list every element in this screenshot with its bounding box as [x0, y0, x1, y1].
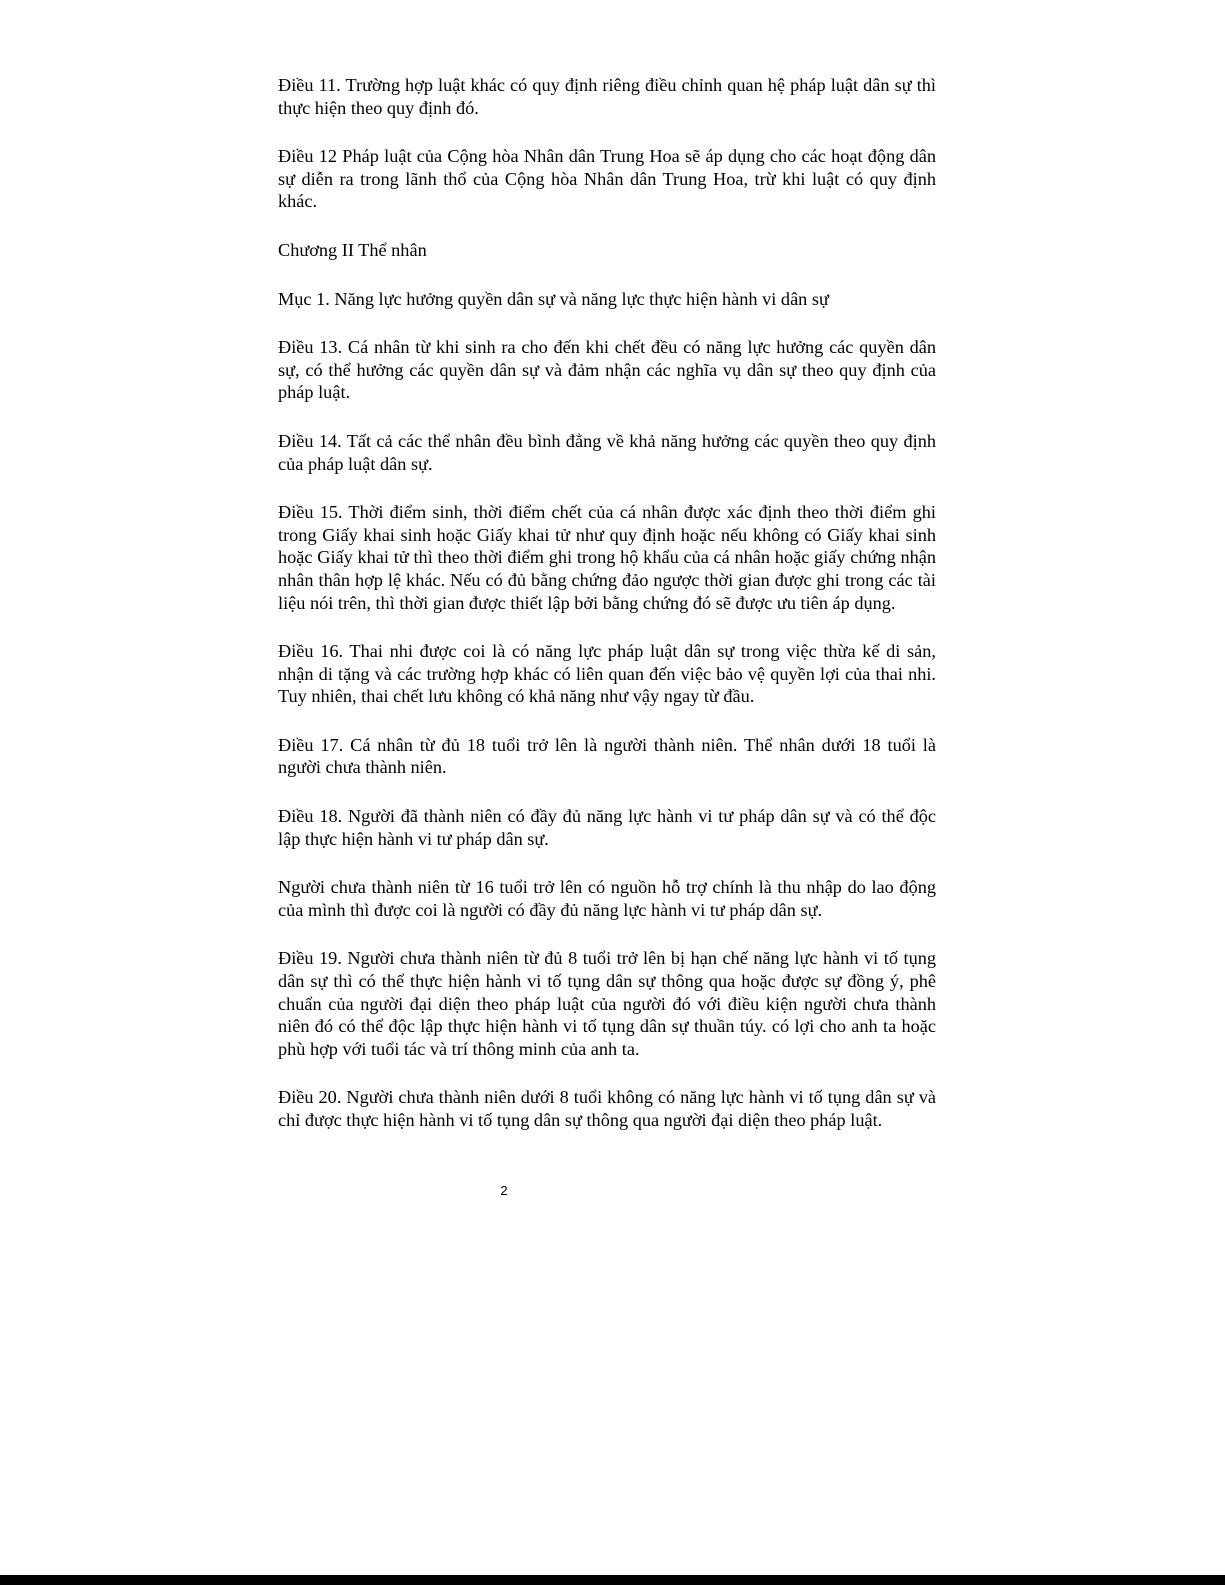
article-17: Điều 17. Cá nhân từ đủ 18 tuổi trở lên là người thành niên. Thể nhân dưới 18 tuổi là người chưa thành niên.: [278, 734, 936, 778]
article-12: Điều 12 Pháp luật của Cộng hòa Nhân dân Trung Hoa sẽ áp dụng cho các hoạt động dân sự diễn ra trong lãnh thổ của Cộng hòa Nhân dân Trung Hoa, trừ khi luật có quy định khác.: [278, 146, 936, 212]
article-19: Điều 19. Người chưa thành niên từ đủ 8 tuổi trở lên bị hạn chế năng lực hành vi tố tụng dân sự thì có thể thực hiện hành vi tố tụng dân sự thông qua hoặc được sự đồng ý, phê chuẩn của người đại diện theo pháp luật của người đó với điều kiện người chưa thành niên đó có thể độc lập thực hiện hành vi tố tụng dân sự thuần túy. có lợi cho anh ta hoặc phù hợp với tuổi tác và trí thông minh của anh ta.: [278, 948, 936, 1059]
article-16: Điều 16. Thai nhi được coi là có năng lực pháp luật dân sự trong việc thừa kế di sản, nhận di tặng và các trường hợp khác có liên quan đến việc bảo vệ quyền lợi của thai nhi. Tuy nhiên, thai chết lưu không có khả năng như vậy ngay từ đầu.: [278, 641, 936, 707]
article-14: Điều 14. Tất cả các thể nhân đều bình đẳng về khả năng hưởng các quyền theo quy định của pháp luật dân sự.: [278, 430, 936, 474]
chapter-heading: Chương II Thể nhân: [278, 239, 427, 260]
article-18-clause: Người chưa thành niên từ 16 tuổi trở lên có nguồn hỗ trợ chính là thu nhập do lao động của mình thì được coi là người có đầy đủ năng lực hành vi tư pháp dân sự.: [278, 877, 936, 920]
article-13: Điều 13. Cá nhân từ khi sinh ra cho đến khi chết đều có năng lực hưởng các quyền dân sự, có thể hưởng các quyền dân sự và đảm nhận các nghĩa vụ dân sự theo quy định của pháp luật.: [278, 337, 936, 403]
article-11: Điều 11. Trường hợp luật khác có quy định riêng điều chỉnh quan hệ pháp luật dân sự thì thực hiện theo quy định đó.: [278, 75, 936, 118]
bottom-border: [0, 1575, 1225, 1585]
page-number: 2: [500, 1183, 508, 1198]
document-body: [278, 74, 936, 1158]
article-18: Điều 18. Người đã thành niên có đầy đủ năng lực hành vi tư pháp dân sự và có thể độc lập thực hiện hành vi tư pháp dân sự.: [278, 806, 936, 849]
article-15: Điều 15. Thời điểm sinh, thời điểm chết của cá nhân được xác định theo thời điểm ghi trong Giấy khai sinh hoặc Giấy khai tử như quy định hoặc nếu không có Giấy khai sinh hoặc Giấy khai tử thì theo thời điểm ghi trong hộ khẩu của cá nhân hoặc giấy chứng nhận nhân thân hợp lệ khác. Nếu có đủ bằng chứng đảo ngược thời gian được ghi trong các tài liệu nói trên, thì thời gian được thiết lập bởi bằng chứng đó sẽ được ưu tiên áp dụng.: [278, 502, 936, 613]
section-heading: Mục 1. Năng lực hưởng quyền dân sự và năng lực thực hiện hành vi dân sự: [278, 288, 829, 309]
article-20: Điều 20. Người chưa thành niên dưới 8 tuổi không có năng lực hành vi tố tụng dân sự và chỉ được thực hiện hành vi tố tụng dân sự thông qua người đại diện theo pháp luật.: [278, 1087, 936, 1130]
